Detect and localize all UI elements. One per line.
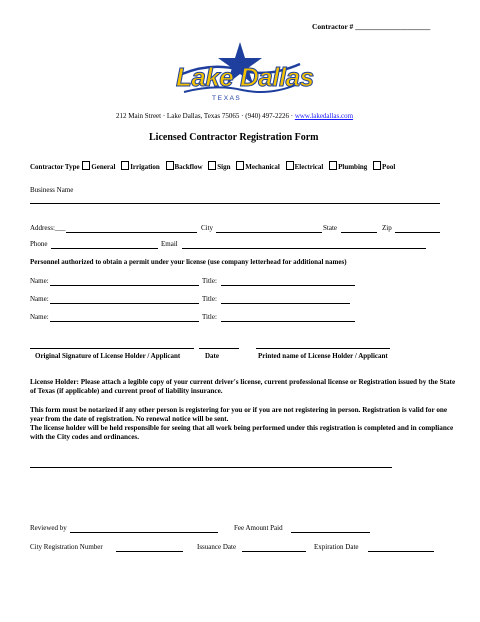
expiration-date-label: Expiration Date bbox=[314, 543, 359, 551]
personnel-name-label-2: Name: bbox=[30, 295, 49, 303]
contractor-type-label: Contractor Type bbox=[30, 163, 80, 171]
personnel-title-label-3: Title: bbox=[202, 313, 217, 321]
city-address-text: 212 Main Street · Lake Dallas, Texas 75065 · (940) 497-2226 · bbox=[116, 112, 294, 120]
option-general: General bbox=[91, 163, 116, 171]
city-line[interactable] bbox=[216, 232, 322, 233]
lake-dallas-logo bbox=[172, 40, 314, 108]
option-electrical: Electrical bbox=[294, 163, 324, 171]
state-label: State bbox=[323, 224, 337, 232]
option-backflow: Backflow bbox=[174, 163, 203, 171]
email-label: Email bbox=[161, 240, 178, 248]
contractor-number-field[interactable] bbox=[312, 22, 430, 31]
signature-label: Original Signature of License Holder / Applicant bbox=[35, 352, 181, 360]
personnel-title-line-3[interactable] bbox=[221, 321, 355, 322]
phone-line[interactable] bbox=[51, 248, 158, 249]
checkbox-pool[interactable] bbox=[373, 161, 381, 170]
checkbox-backflow[interactable] bbox=[166, 161, 174, 170]
contractor-number-line: ____________________ bbox=[355, 22, 431, 31]
personnel-name-line-1[interactable] bbox=[50, 285, 199, 286]
personnel-name-label-1: Name: bbox=[30, 277, 49, 285]
personnel-heading: Personnel authorized to obtain a permit under your license (use company letterhead for additional names) bbox=[30, 258, 347, 266]
phone-label: Phone bbox=[30, 240, 48, 248]
printed-name-label: Printed name of License Holder / Applicant bbox=[258, 352, 388, 360]
personnel-title-label-1: Title: bbox=[202, 277, 217, 285]
reviewed-by-label: Reviewed by bbox=[30, 524, 67, 532]
responsibility-note: The license holder will be held responsible for seeing that all work being performed under this registration is completed and in compliance with the City codes and ordinances. bbox=[30, 424, 454, 441]
city-registration-line[interactable] bbox=[116, 551, 183, 552]
option-pool: Pool bbox=[382, 163, 396, 171]
email-line[interactable] bbox=[182, 248, 426, 249]
checkbox-mechanical[interactable] bbox=[236, 161, 244, 170]
personnel-name-label-3: Name: bbox=[30, 313, 49, 321]
contractor-type-row bbox=[30, 161, 398, 171]
printed-name-line[interactable] bbox=[256, 348, 390, 349]
logo-text: Lake Dallas bbox=[176, 62, 314, 92]
personnel-title-line-1[interactable] bbox=[221, 285, 355, 286]
option-mechanical: Mechanical bbox=[245, 163, 280, 171]
city-registration-label: City Registration Number bbox=[30, 543, 103, 551]
date-line[interactable] bbox=[199, 348, 239, 349]
business-name-label: Business Name bbox=[30, 186, 74, 194]
checkbox-electrical[interactable] bbox=[286, 161, 294, 170]
fee-amount-line[interactable] bbox=[291, 532, 370, 533]
signature-date-label: Date bbox=[205, 352, 219, 360]
website-link[interactable]: www.lakedallas.com bbox=[294, 112, 354, 120]
business-name-line[interactable] bbox=[30, 203, 440, 204]
personnel-name-line-3[interactable] bbox=[50, 321, 199, 322]
zip-line[interactable] bbox=[395, 232, 440, 233]
state-line[interactable] bbox=[341, 232, 377, 233]
option-irrigation: Irrigation bbox=[130, 163, 160, 171]
notarize-note: This form must be notarized if any other person is registering for you or if you are not registering in person. Registration is valid for one year from the date of registration. No renewal notice will be sent. bbox=[30, 406, 448, 423]
issuance-date-label: Issuance Date bbox=[197, 543, 237, 551]
zip-label: Zip bbox=[382, 224, 392, 232]
personnel-name-line-2[interactable] bbox=[50, 303, 199, 304]
city-label: City bbox=[201, 224, 214, 232]
license-holder-note: License Holder: Please attach a legible copy of your current driver's license, current professional license or Registration issued by the State of Texas (if applicable) and current proof of liability insurance. bbox=[30, 378, 456, 395]
reviewed-by-line[interactable] bbox=[70, 532, 218, 533]
option-sign: Sign bbox=[217, 163, 231, 171]
separator-line bbox=[30, 467, 392, 468]
address-line[interactable] bbox=[66, 232, 197, 233]
signature-line[interactable] bbox=[30, 348, 194, 349]
option-plumbing: Plumbing bbox=[338, 163, 368, 171]
logo-subtext: T E X A S bbox=[212, 95, 240, 102]
personnel-title-label-2: Title: bbox=[202, 295, 217, 303]
checkbox-general[interactable] bbox=[82, 161, 90, 170]
checkbox-irrigation[interactable] bbox=[121, 161, 129, 170]
checkbox-sign[interactable] bbox=[208, 161, 216, 170]
form-title: Licensed Contractor Registration Form bbox=[149, 132, 319, 143]
fee-amount-label: Fee Amount Paid bbox=[234, 524, 283, 532]
contractor-number-label: Contractor # bbox=[312, 22, 354, 31]
expiration-date-line[interactable] bbox=[368, 551, 434, 552]
city-address-line bbox=[116, 112, 353, 120]
checkbox-plumbing[interactable] bbox=[329, 161, 337, 170]
address-label: Address:___ bbox=[30, 224, 66, 232]
issuance-date-line[interactable] bbox=[242, 551, 306, 552]
personnel-title-line-2[interactable] bbox=[221, 303, 350, 304]
